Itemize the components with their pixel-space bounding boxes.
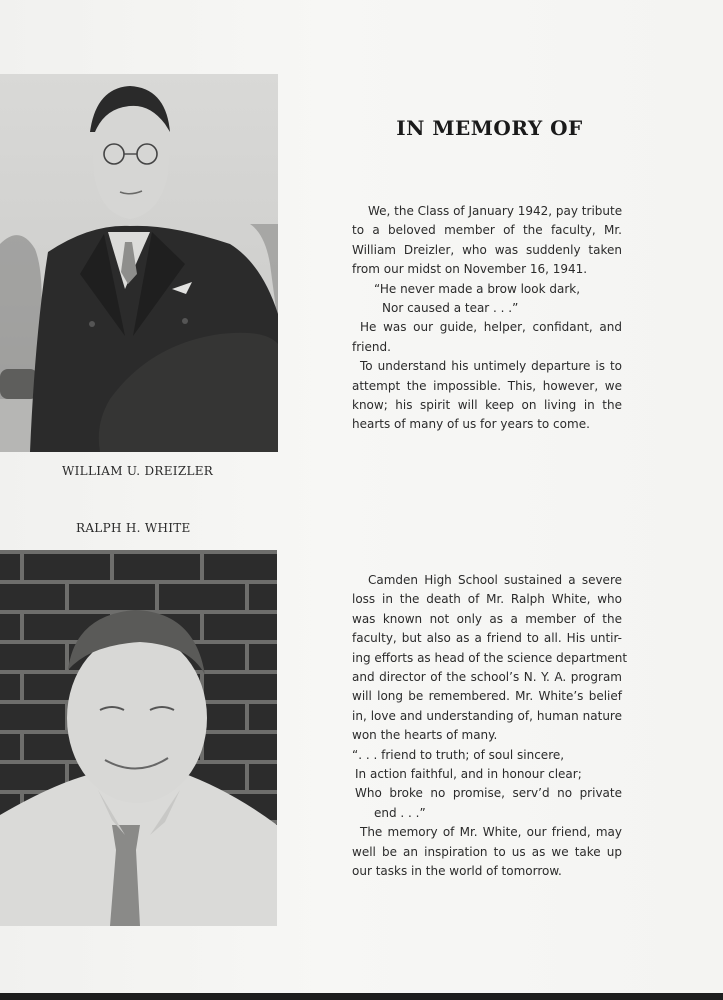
tribute-line: He was our guide, helper, confidant, and	[360, 320, 622, 335]
tribute-line: ing efforts as head of the science department	[352, 650, 628, 665]
tribute-line: in, love and understanding of, human nature	[352, 708, 622, 723]
tribute-line: to a beloved member of the faculty, Mr.	[352, 223, 622, 238]
tribute-line: William Dreizler, who was suddenly taken	[352, 242, 622, 257]
photo-ralph-white	[0, 550, 277, 926]
poem-line: “He never made a brow look dark,	[374, 281, 581, 296]
tribute-line: We, the Class of January 1942, pay tribute	[368, 204, 623, 218]
tribute-line: faculty, but also as a friend to all. His untir-	[352, 631, 622, 646]
tribute-line: and director of the school’s N. Y. A. program	[352, 670, 622, 685]
poem-line: end . . .”	[374, 805, 426, 820]
page-title: IN MEMORY OF	[396, 116, 583, 140]
poem-line: In action faithful, and in honour clear;	[355, 767, 582, 782]
tribute-line: from our midst on November 16, 1941.	[352, 262, 588, 277]
tribute-white	[352, 571, 628, 882]
portrait-white-image	[0, 550, 277, 926]
tribute-line: well be an inspiration to us as we take up	[352, 844, 622, 859]
tribute-line: friend.	[352, 339, 391, 354]
tribute-line: The memory of Mr. White, our friend, may	[360, 825, 622, 840]
bottom-edge-strip	[0, 993, 723, 1000]
tribute-line: Camden High School sustained a severe	[368, 573, 622, 587]
poem-line: Who broke no promise, serv’d no private	[355, 786, 622, 801]
photo-caption-dreizler: WILLIAM U. DREIZLER	[62, 464, 214, 478]
tribute-dreizler	[352, 202, 622, 435]
poem-line: Nor caused a tear . . .”	[382, 301, 519, 316]
portrait-dreizler-image	[0, 74, 278, 452]
photo-william-dreizler	[0, 74, 278, 452]
tribute-line: hearts of many of us for years to come.	[352, 417, 590, 432]
tribute-line: To understand his untimely departure is to	[360, 359, 622, 374]
photo-caption-white: RALPH H. WHITE	[76, 521, 191, 535]
tribute-line: our tasks in the world of tomorrow.	[352, 864, 562, 879]
tribute-line: won the hearts of many.	[352, 728, 498, 743]
tribute-line: attempt the impossible. This, however, we	[352, 378, 622, 393]
poem-line: “. . . friend to truth; of soul sincere,	[352, 747, 565, 762]
tribute-line: will long be remembered. Mr. White’s belief	[352, 689, 622, 704]
tribute-line: know; his spirit will keep on living in the	[352, 398, 622, 413]
tribute-line: was known not only as a member of the	[352, 611, 622, 626]
tribute-line: loss in the death of Mr. Ralph White, who	[352, 592, 622, 607]
